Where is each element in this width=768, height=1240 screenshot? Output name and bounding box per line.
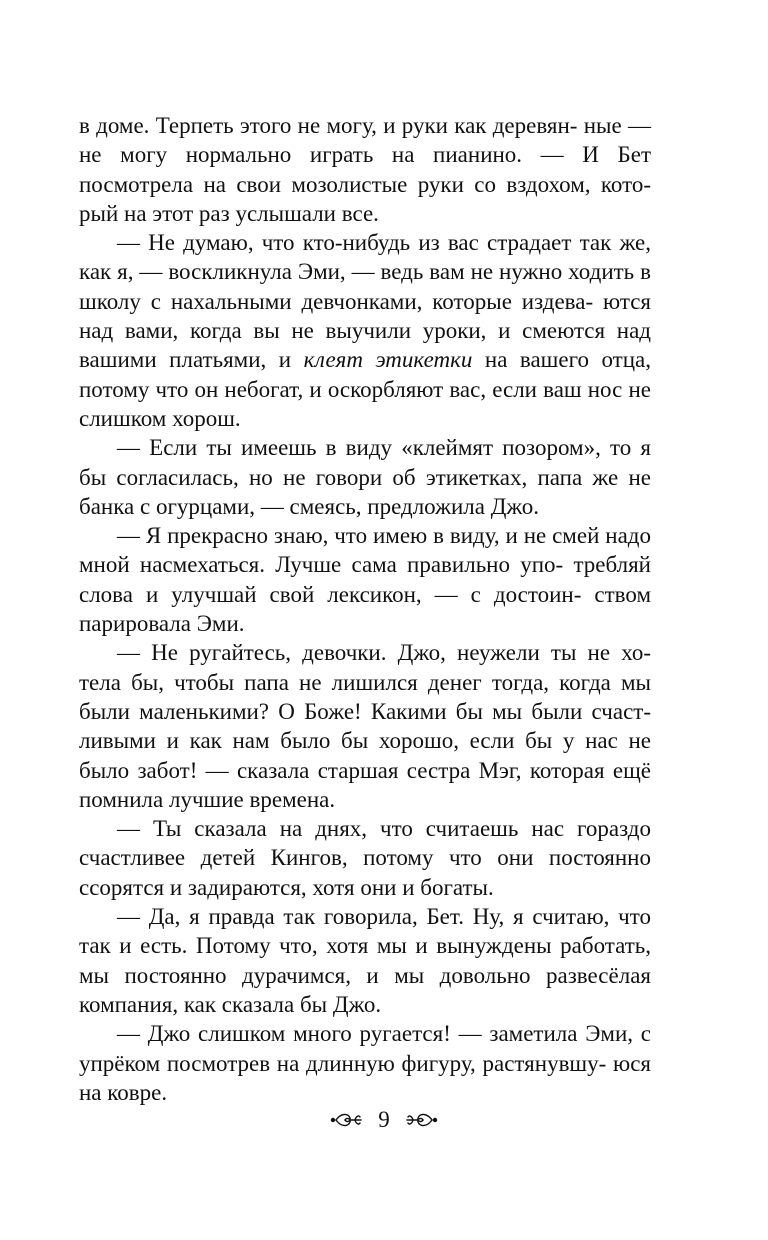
paragraph-3 <box>79 433 651 521</box>
line: компания, как сказала бы Джо. <box>79 991 382 1017</box>
fleuron-left-icon <box>328 1109 364 1131</box>
line: надо мной насмехаться. Лучше сама правильно упо- <box>79 523 651 578</box>
line: тела бы, чтобы папа не лишился денег тогда, когда мы <box>79 669 651 695</box>
line: я бы согласилась, но не говори об этикетках, папа же <box>79 435 651 490</box>
line: ные — не могу нормально играть на пианино. — И Бет <box>79 113 651 168</box>
line: — Если ты имеешь в виду «клеймят позором», то <box>117 435 632 461</box>
line: ливыми и как нам было бы хорошо, если бы у нас не <box>79 728 651 754</box>
line: юся на ковре. <box>79 1050 652 1105</box>
book-page-text <box>79 111 651 1107</box>
line: с упрёком посмотрев на длинную фигуру, растянувшу- <box>79 1021 651 1076</box>
line: ссорятся и задираются, хотя они и богаты. <box>79 874 494 900</box>
line: — Джо слишком много ругается! — заметила Эми, <box>117 1021 634 1047</box>
line: не банка с огурцами, — смеясь, предложила Джо. <box>79 464 651 519</box>
line: посмотрела на свои мозолистые руки со вздохом, кото- <box>79 171 651 197</box>
line: — Я прекрасно знаю, что имею в виду, и не смей <box>117 523 600 549</box>
line-part: над вашими платьями, и <box>79 318 652 373</box>
line: счастливее детей Кингов, потому что они постоянно <box>79 845 651 871</box>
line: рый на этот раз услышали все. <box>79 200 379 226</box>
paragraph-7 <box>79 902 651 1019</box>
line: — Не думаю, что кто-нибудь из вас страдает так же, <box>117 230 651 256</box>
paragraph-4 <box>79 521 651 638</box>
line-part: на вашего <box>472 347 589 373</box>
paragraph-8 <box>79 1019 651 1107</box>
line: так и есть. Потому что, хотя мы и вынуждены работать, <box>79 933 651 959</box>
line: — Не ругайтесь, девочки. Джо, неужели ты не хо- <box>117 640 651 666</box>
page-number: 9 <box>378 1107 390 1132</box>
paragraph-6 <box>79 814 651 902</box>
paragraph-2 <box>79 228 651 433</box>
line: — Да, я правда так говорила, Бет. Ну, я считаю, что <box>117 904 651 930</box>
paragraph-5 <box>79 638 651 814</box>
line: ством парировала Эми. <box>79 581 652 637</box>
line: как я, — воскликнула Эми, — ведь вам не нужно ходить <box>79 259 635 285</box>
fleuron-right-icon <box>404 1109 440 1131</box>
line: мы постоянно дурачимся, и мы довольно развесёлая <box>79 962 651 988</box>
line: ются над вами, когда вы не выучили уроки, и смеются <box>79 288 651 344</box>
line: было забот! — сказала старшая сестра Мэг, которая ещё <box>79 757 651 783</box>
line: — Ты сказала на днях, что считаешь нас гораздо <box>117 816 651 842</box>
line: требляй слова и улучшай свой лексикон, — с достоин- <box>79 552 651 607</box>
italic-phrase: клеят этикетки <box>303 347 473 373</box>
line: в школу с нахальными девчонками, которые издева- <box>79 259 651 314</box>
line: отца, потому что он небогат, и оскорбляют вас, если <box>79 347 651 402</box>
line: ваш нос не слишком хорош. <box>79 376 651 431</box>
line: помнила лучшие времена. <box>79 786 336 812</box>
line: были маленькими? О Боже! Какими бы мы были счаст- <box>79 698 651 724</box>
paragraph-1 <box>79 111 651 228</box>
line: в доме. Терпеть этого не могу, и руки как деревян- <box>79 113 578 138</box>
page-footer <box>0 1105 768 1135</box>
